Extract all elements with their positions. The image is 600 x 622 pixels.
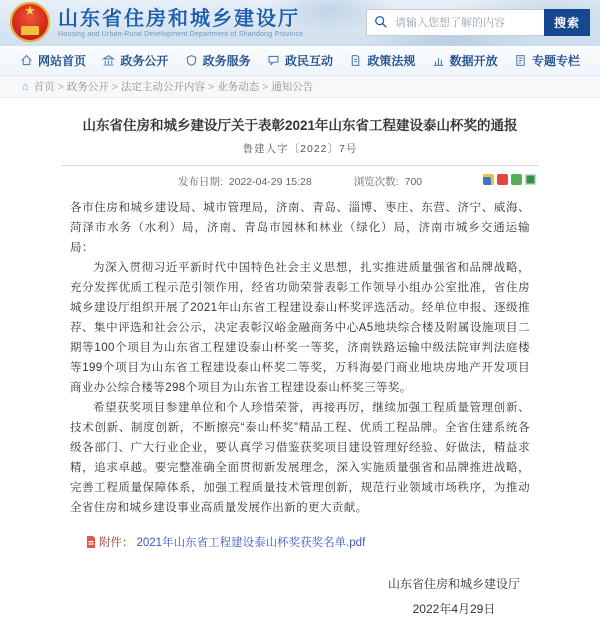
attachment-row xyxy=(86,534,530,550)
location-icon: ⌂ xyxy=(22,80,29,93)
publish-date-value: 2022-04-29 15:28 xyxy=(228,175,312,188)
share-icons xyxy=(483,174,536,185)
breadcrumb-separator: > xyxy=(262,80,269,93)
breadcrumb-item-statutory-content[interactable]: 法定主动公开内容 xyxy=(120,81,205,93)
views-label: 浏览次数: xyxy=(353,176,399,188)
shield-icon xyxy=(185,54,198,67)
nav-label: 政务服务 xyxy=(202,54,251,68)
main-nav xyxy=(0,46,600,76)
site-subtitle-en: Housing and Urban-Rural Development Department of Shandong Province xyxy=(58,31,304,38)
nav-label: 数据开放 xyxy=(449,54,498,68)
article-body xyxy=(70,198,530,518)
breadcrumb-item-home[interactable]: 首页 xyxy=(33,81,55,93)
chart-icon xyxy=(432,54,445,67)
nav-item-public-interaction[interactable] xyxy=(267,52,333,69)
share-wechat-icon[interactable] xyxy=(511,174,522,185)
home-icon xyxy=(20,54,33,67)
publish-date-label: 发布日期: xyxy=(177,176,223,188)
search-icon xyxy=(374,15,388,29)
article-meta xyxy=(70,166,530,198)
nav-item-home[interactable] xyxy=(20,52,86,69)
site-branding xyxy=(58,8,303,38)
paragraph-award-decision: 为深入贯彻习近平新时代中国特色社会主义思想，扎实推进质量强省和品牌战略，充分发挥优质工程示范引领作用，经省功勋荣誉表彰工作领导小组办公室批准，省住房城乡建设厅组织开展了2021年山东省工程建设泰山杯奖评选活动。经单位申报、逐级推荐、集中评选和社会公示，决定表彰汉峪金融商务中心A5地块综合楼及附属设施项目二期等100个项目为山东省工程建设泰山杯奖一等奖，济南铁路运输中级法院审判法庭楼等199个项目为山东省工程建设泰山杯奖二等奖，万科海晏门商业地块房地产开发项目商业办公综合楼等298个项目为山东省工程建设泰山杯奖三等奖。 xyxy=(70,262,530,394)
doc-number: 鲁建人字〔2022〕7号 xyxy=(242,143,358,155)
bank-icon xyxy=(102,54,115,67)
signature-org: 山东省住房和城乡建设厅 xyxy=(387,577,520,591)
site-header xyxy=(0,0,600,46)
nav-label: 政务公开 xyxy=(120,54,169,68)
nav-item-gov-disclosure[interactable] xyxy=(102,52,168,69)
attachment-link[interactable]: 2021年山东省工程建设泰山杯奖获奖名单.pdf xyxy=(136,537,366,549)
article-title: 山东省住房和城乡建设厅关于表彰2021年山东省工程建设泰山杯奖的通报 xyxy=(82,118,518,133)
national-emblem-logo xyxy=(10,2,50,42)
nav-label: 专题专栏 xyxy=(531,54,580,68)
views-count: 700 xyxy=(404,175,423,188)
attachment-label: 附件： xyxy=(99,537,134,549)
chat-icon xyxy=(267,54,280,67)
signature-block xyxy=(70,572,520,622)
search-input[interactable] xyxy=(366,9,544,36)
breadcrumb-separator: > xyxy=(57,80,64,93)
breadcrumb-separator: > xyxy=(207,80,215,93)
signature-date: 2022年4月29日 xyxy=(412,602,496,616)
share-qq-icon[interactable] xyxy=(483,174,494,185)
article xyxy=(0,98,600,622)
nav-item-open-data[interactable] xyxy=(432,52,498,69)
breadcrumb-item-business-news[interactable]: 业务动态 xyxy=(217,81,260,93)
nav-item-policies[interactable] xyxy=(349,52,415,69)
paragraph-addressees: 各市住房和城乡建设局、城市管理局，济南、青岛、淄博、枣庄、东营、济宁、威海、菏泽市水务（水利）局，济南、青岛市园林和林业（绿化）局，济南市城乡交通运输局： xyxy=(70,202,530,254)
column-icon xyxy=(514,54,527,67)
nav-item-special-columns[interactable] xyxy=(514,52,580,69)
share-weibo-icon[interactable] xyxy=(497,174,508,185)
nav-label: 政策法规 xyxy=(367,54,416,68)
nav-item-gov-services[interactable] xyxy=(185,52,251,69)
pdf-icon xyxy=(86,536,96,548)
breadcrumb-item-notices[interactable]: 通知公告 xyxy=(271,81,314,93)
nav-label: 网站首页 xyxy=(38,54,87,68)
breadcrumb-separator: > xyxy=(111,80,118,93)
nav-label: 政民互动 xyxy=(284,54,333,68)
breadcrumb-item-gov-disclosure[interactable]: 政务公开 xyxy=(66,81,109,93)
document-icon xyxy=(349,54,362,67)
site-title: 山东省住房和城乡建设厅 xyxy=(58,8,300,30)
breadcrumb xyxy=(0,76,600,98)
paragraph-expectations: 希望获奖项目参建单位和个人珍惜荣誉，再接再厉，继续加强工程质量管理创新、技术创新、制度创新，不断擦亮“泰山杯奖”精品工程、优质工程品牌。全省住建系统各级各部门、广大行业企业，要认真学习借鉴获奖项目建设管理好经验、好做法，精益求精，追求卓越。要完整准确全面贯彻新发展理念，深入实施质量强省和品牌推进战略，完善工程质量保障体系，加强工程质量技术管理创新，规范行业领域市场秩序，为推动全省住房和城乡建设事业高质量发展作出新的更大贡献。 xyxy=(70,402,530,514)
site-search xyxy=(366,9,590,36)
search-button[interactable]: 搜索 xyxy=(544,9,590,36)
share-more-icon[interactable] xyxy=(525,174,536,185)
